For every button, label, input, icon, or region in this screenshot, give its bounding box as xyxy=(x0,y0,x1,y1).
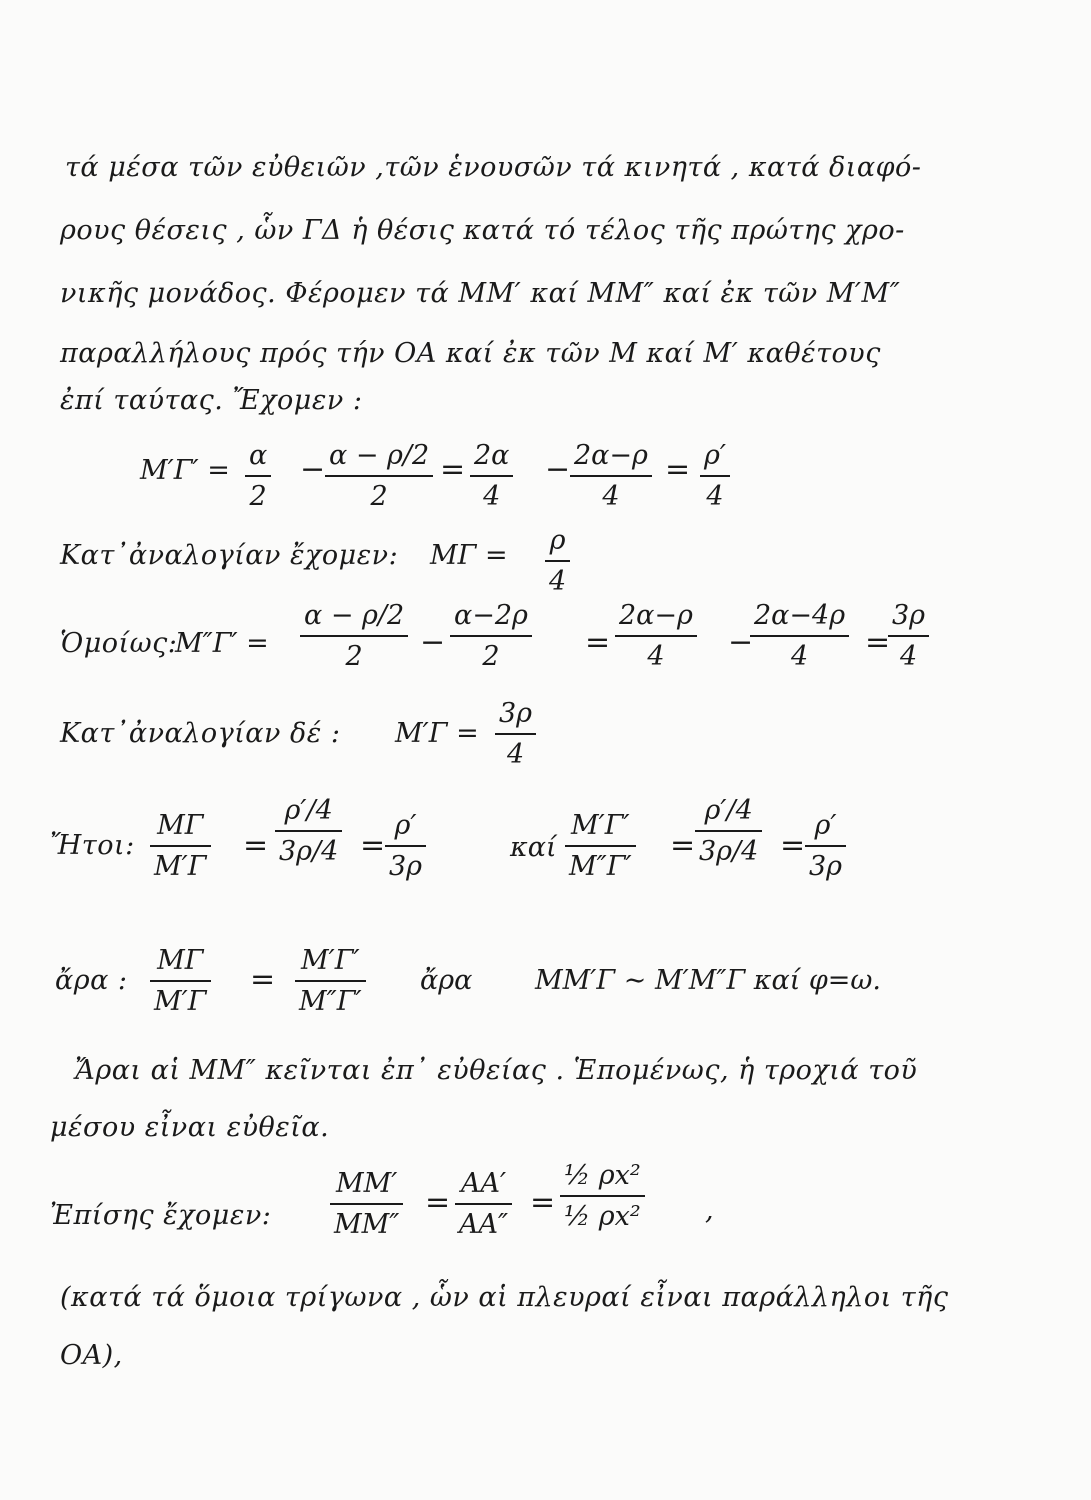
text-line-2: ρους θέσεις , ὧν ΓΔ ἡ θέσις κατά τό τέλος τῆς πρώτης χρο- xyxy=(60,215,905,246)
eq6-a-den: Μ′Γ xyxy=(154,986,207,1018)
eq1-f2-num: α − ρ/2 xyxy=(329,440,430,471)
equals-sign: = xyxy=(250,962,276,997)
eq7-frac-c xyxy=(560,1160,645,1232)
eq1-frac-3 xyxy=(470,440,513,512)
text-line-mesou: μέσου εἶναι εὐθεῖα. xyxy=(50,1112,330,1143)
text-line-5: ἐπί ταύτας. Ἔχομεν : xyxy=(60,385,363,416)
eq1-f1-num: α xyxy=(249,440,268,471)
eq3-frac-2 xyxy=(450,600,532,672)
text-kai: καί xyxy=(510,832,557,863)
eq4-frac xyxy=(495,698,536,770)
eq5-f-num: ρ′ xyxy=(814,810,837,841)
eq5-c-num: ρ′ xyxy=(394,810,417,841)
eq3-f1-num: α − ρ/2 xyxy=(304,600,405,631)
eq1-lhs: Μ′Γ′ = xyxy=(140,455,230,486)
text-ara-2: ἄρα xyxy=(420,965,473,996)
eq5-frac-f xyxy=(805,810,846,882)
eq2-frac xyxy=(545,525,570,597)
text-episis: Ἐπίσης ἔχομεν: xyxy=(50,1200,272,1231)
eq5-e-num: ρ′/4 xyxy=(704,795,753,826)
eq5-frac-b xyxy=(275,795,342,867)
eq5-frac-d xyxy=(565,810,636,882)
eq2-lhs: ΜΓ = xyxy=(430,540,508,571)
eq7-frac-a xyxy=(330,1168,403,1240)
eq6-frac-a xyxy=(150,945,211,1017)
eq3-f2-num: α−2ρ xyxy=(454,600,528,631)
text-line-kata: (κατά τά ὅμοια τρίγωνα , ὧν αἱ πλευραί εἶναι παράλληλοι τῆς xyxy=(60,1282,949,1313)
eq4-lhs: Μ′Γ = xyxy=(395,718,479,749)
equals-sign: = xyxy=(780,828,806,863)
eq5-a-num: ΜΓ xyxy=(157,810,204,841)
equals-sign: = xyxy=(670,828,696,863)
eq5-c-den: 3ρ xyxy=(389,851,423,883)
eq1-f1-den: 2 xyxy=(249,481,267,513)
equals-sign: = xyxy=(360,828,386,863)
eq3-frac-1 xyxy=(300,600,408,672)
text-omoios: Ὁμοίως: xyxy=(60,628,178,659)
eq7-frac-b xyxy=(455,1168,512,1240)
eq3-f3-den: 4 xyxy=(647,641,665,673)
text-line-oa: ΟΑ), xyxy=(60,1340,123,1371)
eq2-den: 4 xyxy=(549,566,567,598)
equals-sign: = xyxy=(243,828,269,863)
eq1-f3-num: 2α xyxy=(474,440,510,471)
eq5-d-num: Μ′Γ′ xyxy=(570,810,630,841)
eq3-frac-4 xyxy=(750,600,849,672)
eq5-b-num: ρ′/4 xyxy=(284,795,333,826)
minus-sign: − xyxy=(300,452,326,487)
equals-sign: = xyxy=(665,452,691,487)
text-line-1: τά μέσα τῶν εὐθειῶν ,τῶν ἑνουσῶν τά κινητά , κατά διαφό- xyxy=(65,152,922,183)
minus-sign: − xyxy=(728,625,754,660)
eq7-c-den: ½ ρx² xyxy=(564,1201,641,1233)
minus-sign: − xyxy=(545,452,571,487)
eq3-lhs: Μ″Γ′ = xyxy=(175,628,269,659)
eq7-b-den: ΑΑ″ xyxy=(459,1209,509,1241)
equals-sign: = xyxy=(585,625,611,660)
eq3-f3-num: 2α−ρ xyxy=(619,600,693,631)
text-line-arai: Ἄραι αἱ ΜΜ″ κεῖνται ἐπ᾽ εὐθείας . Ἑπομένως, ἡ τροχιά τοῦ xyxy=(75,1055,918,1086)
eq7-a-num: ΜΜ′ xyxy=(335,1168,398,1199)
eq6-frac-b xyxy=(295,945,366,1017)
eq6-b-num: Μ′Γ′ xyxy=(300,945,360,976)
eq3-f1-den: 2 xyxy=(345,641,363,673)
minus-sign: − xyxy=(420,625,446,660)
eq1-frac-2 xyxy=(325,440,433,512)
eq3-f4-num: 2α−4ρ xyxy=(754,600,846,631)
eq5-frac-c xyxy=(385,810,426,882)
eq3-frac-3 xyxy=(615,600,697,672)
text-line-3: νικῆς μονάδος. Φέρομεν τά ΜΜ′ καί ΜΜ″ καί ἐκ τῶν Μ′Μ″ xyxy=(60,278,901,309)
eq4-den: 4 xyxy=(506,739,525,771)
text-line-4: παραλλήλους πρός τήν ΟΑ καί ἐκ τῶν Μ καί Μ′ καθέτους xyxy=(60,338,881,369)
equals-sign: = xyxy=(425,1185,451,1220)
text-similarity: ΜΜ′Γ ∼ Μ′Μ″Γ καί φ=ω. xyxy=(535,965,882,996)
eq1-f4-num: 2α−ρ xyxy=(574,440,648,471)
text-kat-analogian-1: Κατ᾽ἀναλογίαν ἔχομεν: xyxy=(60,540,399,571)
equals-sign: = xyxy=(440,452,466,487)
eq3-frac-5 xyxy=(888,600,929,672)
eq5-e-den: 3ρ/4 xyxy=(699,836,759,868)
eq1-f2-den: 2 xyxy=(370,481,388,513)
text-itoi: Ἤτοι: xyxy=(50,830,135,861)
eq1-frac-1 xyxy=(245,440,271,512)
comma: , xyxy=(705,1195,714,1226)
eq5-d-den: Μ″Γ′ xyxy=(569,851,632,883)
eq5-b-den: 3ρ/4 xyxy=(279,836,339,868)
eq5-a-den: Μ′Γ xyxy=(154,851,207,883)
eq7-c-num: ½ ρx² xyxy=(564,1160,641,1191)
eq4-num: 3ρ xyxy=(499,698,533,729)
eq1-f3-den: 4 xyxy=(483,481,501,513)
equals-sign: = xyxy=(865,625,891,660)
eq1-frac-5 xyxy=(700,440,730,512)
eq7-a-den: ΜΜ″ xyxy=(334,1209,400,1241)
eq5-f-den: 3ρ xyxy=(809,851,843,883)
eq6-a-num: ΜΓ xyxy=(157,945,204,976)
eq6-b-den: Μ″Γ′ xyxy=(299,986,362,1018)
text-ara: ἄρα : xyxy=(55,965,128,996)
eq5-frac-e xyxy=(695,795,762,867)
eq1-frac-4 xyxy=(570,440,652,512)
eq1-f5-num: ρ′ xyxy=(704,440,727,471)
eq1-f4-den: 4 xyxy=(602,481,620,513)
eq5-frac-a xyxy=(150,810,211,882)
eq2-num: ρ xyxy=(549,525,566,556)
eq3-f4-den: 4 xyxy=(790,641,809,673)
eq3-f5-num: 3ρ xyxy=(892,600,926,631)
equals-sign: = xyxy=(530,1185,556,1220)
eq1-f5-den: 4 xyxy=(706,481,724,513)
eq7-b-num: ΑΑ′ xyxy=(460,1168,507,1199)
eq3-f5-den: 4 xyxy=(899,641,918,673)
eq3-f2-den: 2 xyxy=(482,641,500,673)
text-kat-analogian-2: Κατ᾽ἀναλογίαν δέ : xyxy=(60,718,341,749)
